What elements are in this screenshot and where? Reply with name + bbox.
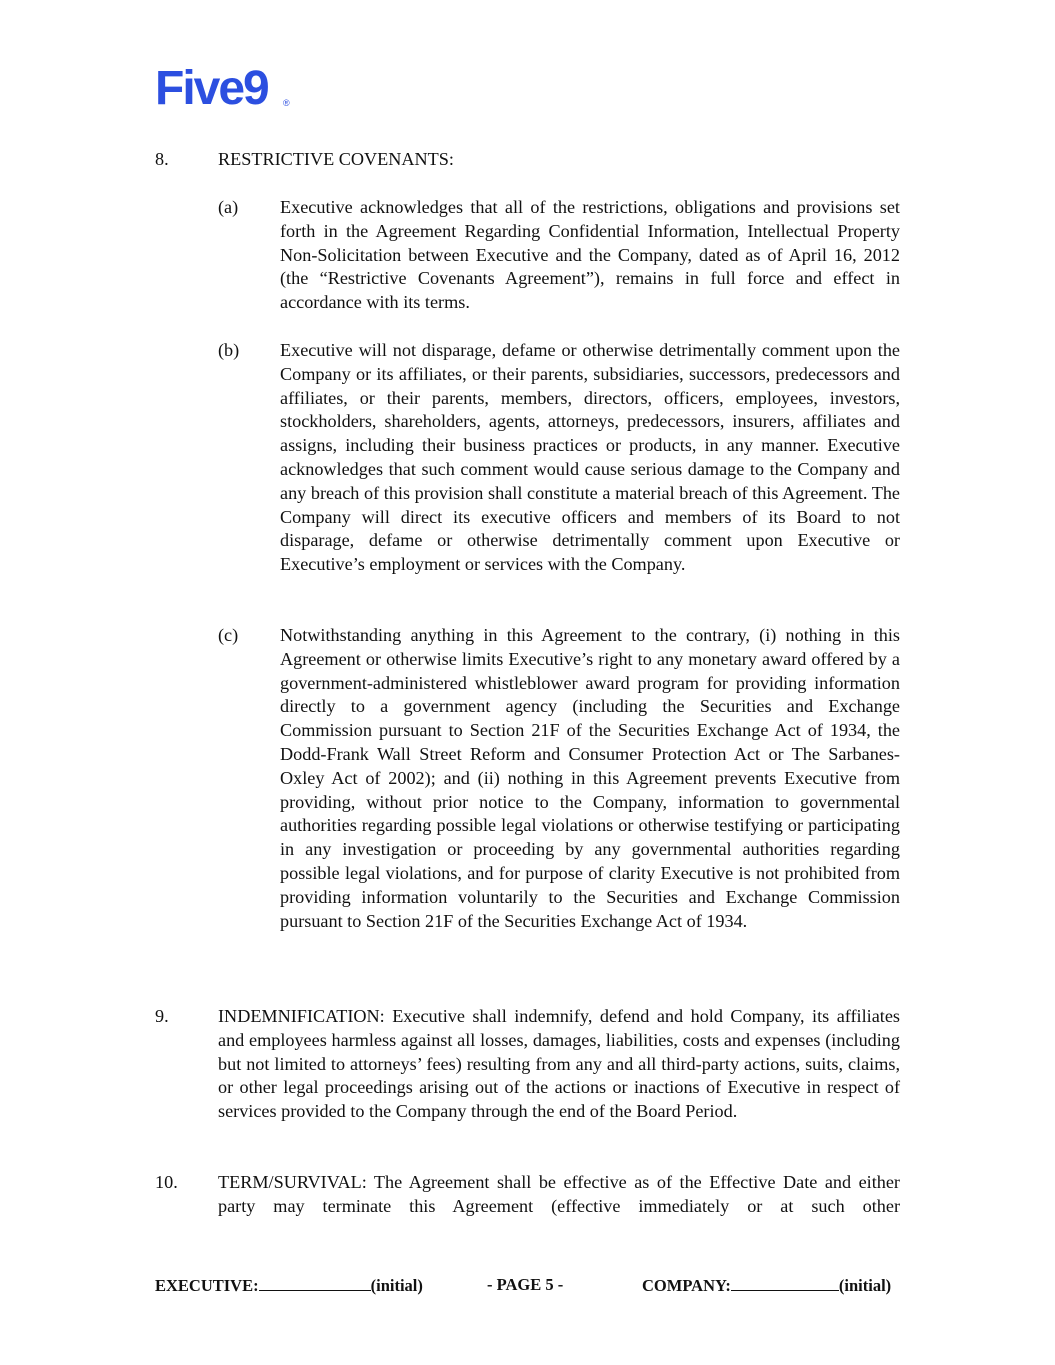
executive-initial-block	[155, 1275, 423, 1296]
executive-initial-line[interactable]	[259, 1275, 371, 1291]
page-number: - PAGE 5 -	[487, 1275, 564, 1294]
section-9-number: 9.	[155, 1006, 169, 1026]
section-10-text: TERM/SURVIVAL: The Agreement shall be effective as of the Effective Date and either party may terminate this Agreement (effective immediately or at such other	[218, 1172, 900, 1216]
company-initial-line[interactable]	[731, 1275, 839, 1291]
executive-label: EXECUTIVE:	[155, 1276, 259, 1295]
clause-b-text: Executive will not disparage, defame or otherwise detrimentally comment upon the Company or its affiliates, or their parents, subsidiaries, successors, predecessors and affiliates, or their parents, members, directors, officers, employees, investors, stockholders, shareholders, agents, attorneys, predecessors, insurers, affiliates and assigns, including their business practices or products, in any manner. Executive acknowledges that such comment would cause serious damage to the Company and any breach of this provision shall constitute a material breach of this Agreement. The Company will direct its executive officers and members of its Board to not disparage, defame or otherwise detrimentally comment upon Executive or Executive’s employment or services with the Company.	[280, 340, 900, 575]
section-10-number: 10.	[155, 1172, 178, 1192]
company-initial-text: (initial)	[838, 1276, 892, 1295]
clause-c-label: (c)	[218, 625, 239, 645]
clause-c-text: Notwithstanding anything in this Agreement to the contrary, (i) nothing in this Agreement or otherwise limits Executive’s right to any monetary award offered by a government-administered whistleblower award program for providing information directly to a government agency (including the Securities and Exchange Commission pursuant to Section 21F of the Securities Exchange Act of 1934, the Dodd-Frank Wall Street Reform and Consumer Protection Act or The Sarbanes-Oxley Act of 2002); and (ii) nothing in this Agreement prevents Executive from providing, without prior notice to the Company, information to governmental authorities regarding possible legal violations or otherwise testifying or participating in any investigation or proceeding by any governmental authorities regarding possible legal violations, and for purpose of clarity Executive is not prohibited from providing information voluntarily to the Securities and Exchange Commission pursuant to Section 21F of the Securities Exchange Act of 1934.	[280, 625, 900, 931]
section-8-heading: RESTRICTIVE COVENANTS:	[218, 149, 454, 169]
clause-a-label: (a)	[218, 197, 239, 217]
executive-initial-text: (initial)	[370, 1276, 423, 1295]
logo-text: Five9	[155, 62, 268, 110]
company-initial-block	[642, 1275, 891, 1296]
page-footer	[155, 1275, 900, 1299]
registered-mark: ®	[283, 98, 290, 108]
clause-b-label: (b)	[218, 340, 240, 360]
company-label: COMPANY:	[642, 1276, 731, 1295]
five9-logo	[155, 60, 295, 110]
clause-a-text: Executive acknowledges that all of the restrictions, obligations and provisions set forth in the Agreement Regarding Confidential Information, Intellectual Property Non-Solicitation between Executive and the Company, dated as of April 16, 2012 (the “Restrictive Covenants Agreement”), remains in full force and effect in accordance with its terms.	[280, 197, 900, 313]
section-9-text: INDEMNIFICATION: Executive shall indemnify, defend and hold Company, its affiliates and employees harmless against all losses, damages, liabilities, costs and expenses (including but not limited to attorneys’ fees) resulting from any and all third-party actions, suits, claims, or other legal proceedings arising out of the actions or inactions of Executive in respect of services provided to the Company through the end of the Board Period.	[218, 1006, 900, 1122]
section-8-number: 8.	[155, 149, 169, 169]
